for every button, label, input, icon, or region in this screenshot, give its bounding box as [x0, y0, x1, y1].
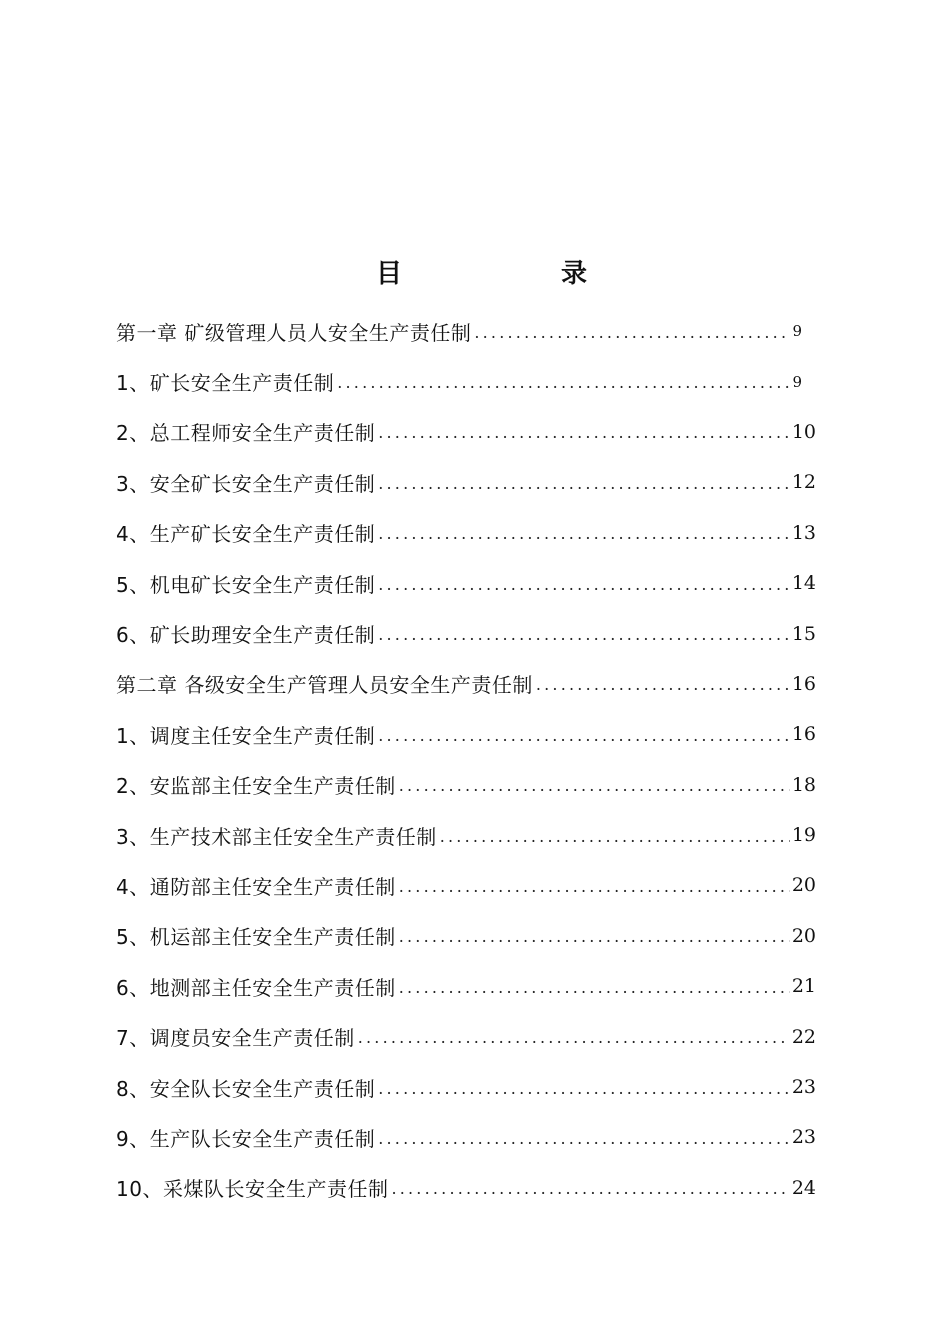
toc-entry[interactable]: [116, 1112, 816, 1162]
dot-leader: [378, 1129, 790, 1148]
toc-entry[interactable]: [116, 860, 816, 910]
toc-entry-page: 14: [791, 572, 816, 595]
toc-entry-page: 20: [791, 924, 816, 947]
toc-entry-page: 18: [791, 773, 816, 796]
toc-entry-chapter-2[interactable]: [116, 659, 816, 709]
toc-entry[interactable]: [116, 1011, 816, 1061]
toc-entry-label: 2、总工程师安全生产责任制: [116, 421, 376, 446]
toc-entry-page: 22: [791, 1025, 816, 1048]
toc-entry-page: 24: [791, 1176, 816, 1199]
toc-entry-label: 第二章 各级安全生产管理人员安全生产责任制: [116, 673, 533, 698]
toc-entry[interactable]: [116, 961, 816, 1011]
toc-entry-page: 21: [791, 975, 816, 998]
toc-entry-page: 20: [791, 874, 816, 897]
toc-entry-page: 16: [791, 672, 816, 695]
dot-leader: [399, 927, 790, 946]
toc-entry-chapter-1[interactable]: [116, 306, 816, 356]
toc-entry-page: 23: [791, 1126, 816, 1149]
toc-entry-page: 16: [791, 723, 816, 746]
dot-leader: [337, 373, 790, 392]
toc-entry-page: 9: [792, 322, 802, 341]
toc-entry-label: 3、生产技术部主任安全生产责任制: [116, 824, 437, 849]
toc-entry-page: 12: [791, 471, 816, 494]
toc-entry-label: 8、安全队长安全生产责任制: [116, 1076, 376, 1101]
dot-leader: [399, 978, 790, 997]
toc-entry-page: 13: [791, 521, 816, 544]
toc-entry[interactable]: [116, 1062, 816, 1112]
toc-list: [116, 306, 816, 1213]
toc-entry[interactable]: [116, 1163, 816, 1213]
toc-entry-label: 1、矿长安全生产责任制: [116, 371, 335, 396]
toc-title: [0, 256, 950, 296]
dot-leader: [378, 474, 790, 493]
dot-leader: [358, 1028, 790, 1047]
toc-entry[interactable]: [116, 356, 816, 406]
dot-leader: [378, 524, 790, 543]
toc-entry[interactable]: [116, 608, 816, 658]
dot-leader: [378, 625, 790, 644]
dot-leader: [536, 675, 790, 694]
toc-entry[interactable]: [116, 911, 816, 961]
dot-leader: [474, 323, 790, 342]
toc-entry[interactable]: [116, 407, 816, 457]
toc-entry-page: 19: [791, 824, 816, 847]
dot-leader: [378, 575, 790, 594]
toc-entry-page: 15: [791, 622, 816, 645]
dot-leader: [378, 726, 790, 745]
toc-entry-label: 4、生产矿长安全生产责任制: [116, 522, 376, 547]
toc-entry[interactable]: [116, 558, 816, 608]
toc-entry[interactable]: [116, 508, 816, 558]
toc-entry[interactable]: [116, 810, 816, 860]
toc-title-char: 录: [561, 259, 588, 289]
toc-entry-page: 9: [792, 372, 802, 391]
toc-entry-label: 10、采煤队长安全生产责任制: [116, 1177, 389, 1202]
toc-title-char: 目: [376, 259, 403, 289]
dot-leader: [391, 1179, 789, 1198]
dot-leader: [378, 423, 790, 442]
toc-entry-label: 3、安全矿长安全生产责任制: [116, 471, 376, 496]
toc-entry[interactable]: [116, 709, 816, 759]
toc-entry-label: 第一章 矿级管理人员人安全生产责任制: [116, 320, 472, 345]
toc-entry-label: 1、调度主任安全生产责任制: [116, 723, 376, 748]
toc-entry-label: 4、通防部主任安全生产责任制: [116, 874, 396, 899]
dot-leader: [440, 827, 790, 846]
toc-entry-label: 2、安监部主任安全生产责任制: [116, 774, 396, 799]
toc-entry-label: 5、机电矿长安全生产责任制: [116, 572, 376, 597]
toc-entry[interactable]: [116, 760, 816, 810]
toc-entry-label: 6、矿长助理安全生产责任制: [116, 623, 376, 648]
toc-entry-label: 9、生产队长安全生产责任制: [116, 1126, 376, 1151]
toc-entry-page: 10: [791, 420, 816, 443]
toc-entry-label: 7、调度员安全生产责任制: [116, 1026, 355, 1051]
toc-entry-label: 5、机运部主任安全生产责任制: [116, 925, 396, 950]
dot-leader: [378, 1079, 790, 1098]
toc-entry-page: 23: [791, 1076, 816, 1099]
toc-entry[interactable]: [116, 457, 816, 507]
toc-entry-label: 6、地测部主任安全生产责任制: [116, 975, 396, 1000]
dot-leader: [399, 776, 790, 795]
dot-leader: [399, 877, 790, 896]
